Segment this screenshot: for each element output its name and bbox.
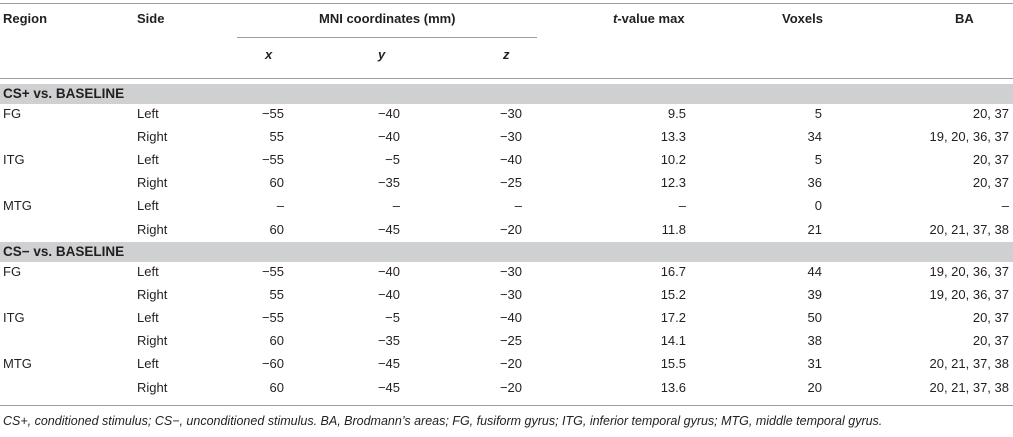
cell-side: Left (137, 310, 159, 325)
cell-voxels: 50 (807, 310, 822, 325)
cell-side: Left (137, 106, 159, 121)
cell-y: −45 (377, 380, 400, 395)
cell-y: −35 (377, 333, 400, 348)
header-voxels: Voxels (782, 11, 823, 26)
cell-x: −60 (261, 356, 284, 371)
header-ba: BA (955, 11, 974, 26)
cell-voxels: 34 (807, 129, 822, 144)
cell-side: Right (137, 129, 168, 144)
cell-side: Left (137, 152, 159, 167)
cell-ba: 20, 37 (972, 333, 1009, 348)
cell-ba: 20, 21, 37, 38 (929, 380, 1009, 395)
cell-ba: 20, 37 (972, 310, 1009, 325)
cell-side: Left (137, 264, 159, 279)
cell-x: 55 (269, 129, 284, 144)
header-z: z (503, 47, 510, 62)
cell-x: – (276, 198, 284, 213)
table-top-rule (0, 3, 1013, 4)
cell-x: 60 (269, 333, 284, 348)
cell-ba: 20, 21, 37, 38 (929, 356, 1009, 371)
cell-voxels: 39 (807, 287, 822, 302)
cell-y: −45 (377, 356, 400, 371)
mni-group-rule (237, 37, 537, 38)
cell-z: −30 (499, 129, 522, 144)
cell-region: FG (3, 264, 22, 279)
cell-x: 55 (269, 287, 284, 302)
cell-side: Left (137, 356, 159, 371)
cell-region: FG (3, 106, 22, 121)
cell-x: 60 (269, 380, 284, 395)
header-t-rest: -value max (617, 11, 685, 26)
cell-z: −30 (499, 106, 522, 121)
cell-z: −20 (499, 380, 522, 395)
cell-side: Left (137, 198, 159, 213)
cell-t-value: 13.6 (660, 380, 686, 395)
cell-z: −30 (499, 287, 522, 302)
cell-z: – (514, 198, 522, 213)
cell-x: −55 (261, 264, 284, 279)
cell-x: −55 (261, 310, 284, 325)
cell-side: Right (137, 333, 168, 348)
section-label: CS− vs. BASELINE (3, 244, 125, 259)
cell-y: – (392, 198, 400, 213)
cell-t-value: 15.5 (660, 356, 686, 371)
cell-z: −25 (499, 333, 522, 348)
cell-side: Right (137, 287, 168, 302)
header-region: Region (3, 11, 48, 26)
cell-z: −25 (499, 175, 522, 190)
cell-side: Right (137, 175, 168, 190)
cell-voxels: 44 (807, 264, 822, 279)
cell-voxels: 31 (807, 356, 822, 371)
cell-ba: – (1001, 198, 1009, 213)
cell-ba: 19, 20, 36, 37 (929, 287, 1009, 302)
cell-y: −5 (385, 310, 400, 325)
header-x: x (265, 47, 273, 62)
cell-voxels: 20 (807, 380, 822, 395)
cell-z: −40 (499, 310, 522, 325)
cell-t-value: 17.2 (660, 310, 686, 325)
header-mni-coordinates: MNI coordinates (mm) (319, 11, 456, 26)
cell-voxels: 5 (814, 106, 822, 121)
cell-region: MTG (3, 356, 32, 371)
cell-t-value: – (678, 198, 686, 213)
cell-t-value: 9.5 (667, 106, 686, 121)
cell-t-value: 15.2 (660, 287, 686, 302)
cell-y: −35 (377, 175, 400, 190)
section-label: CS+ vs. BASELINE (3, 86, 125, 101)
cell-z: −40 (499, 152, 522, 167)
cell-side: Right (137, 380, 168, 395)
cell-t-value: 14.1 (660, 333, 686, 348)
cell-region: ITG (3, 310, 25, 325)
cell-ba: 20, 37 (972, 175, 1009, 190)
cell-t-value: 12.3 (660, 175, 686, 190)
cell-region: ITG (3, 152, 25, 167)
cell-ba: 19, 20, 36, 37 (929, 129, 1009, 144)
header-side: Side (137, 11, 165, 26)
cell-t-value: 16.7 (660, 264, 686, 279)
cell-z: −30 (499, 264, 522, 279)
cell-y: −40 (377, 287, 400, 302)
cell-z: −20 (499, 222, 522, 237)
cell-voxels: 38 (807, 333, 822, 348)
cell-y: −5 (385, 152, 400, 167)
cell-t-value: 10.2 (660, 152, 686, 167)
cell-y: −40 (377, 106, 400, 121)
section-band (0, 84, 1013, 104)
cell-voxels: 5 (814, 152, 822, 167)
cell-side: Right (137, 222, 168, 237)
cell-ba: 20, 37 (972, 152, 1009, 167)
table-footnote: CS+, conditioned stimulus; CS−, unconditioned stimulus. BA, Brodmann’s areas; FG, fusiform gyrus; ITG, inferior temporal gyrus; MTG, middle temporal gyrus. (3, 414, 883, 428)
cell-t-value: 13.3 (660, 129, 686, 144)
cell-x: −55 (261, 152, 284, 167)
cell-x: −55 (261, 106, 284, 121)
cell-ba: 20, 21, 37, 38 (929, 222, 1009, 237)
cell-voxels: 21 (807, 222, 822, 237)
section-band (0, 242, 1013, 262)
cell-ba: 19, 20, 36, 37 (929, 264, 1009, 279)
cell-ba: 20, 37 (972, 106, 1009, 121)
cell-x: 60 (269, 222, 284, 237)
header-bottom-rule (0, 78, 1013, 79)
header-t-letter: t (613, 11, 618, 26)
cell-region: MTG (3, 198, 32, 213)
cell-y: −45 (377, 222, 400, 237)
cell-y: −40 (377, 264, 400, 279)
cell-z: −20 (499, 356, 522, 371)
table-bottom-rule (0, 405, 1013, 406)
cell-voxels: 36 (807, 175, 822, 190)
cell-x: 60 (269, 175, 284, 190)
cell-t-value: 11.8 (661, 222, 686, 237)
cell-voxels: 0 (814, 198, 822, 213)
cell-y: −40 (377, 129, 400, 144)
header-y: y (378, 47, 386, 62)
header-t-value-max (613, 11, 685, 27)
